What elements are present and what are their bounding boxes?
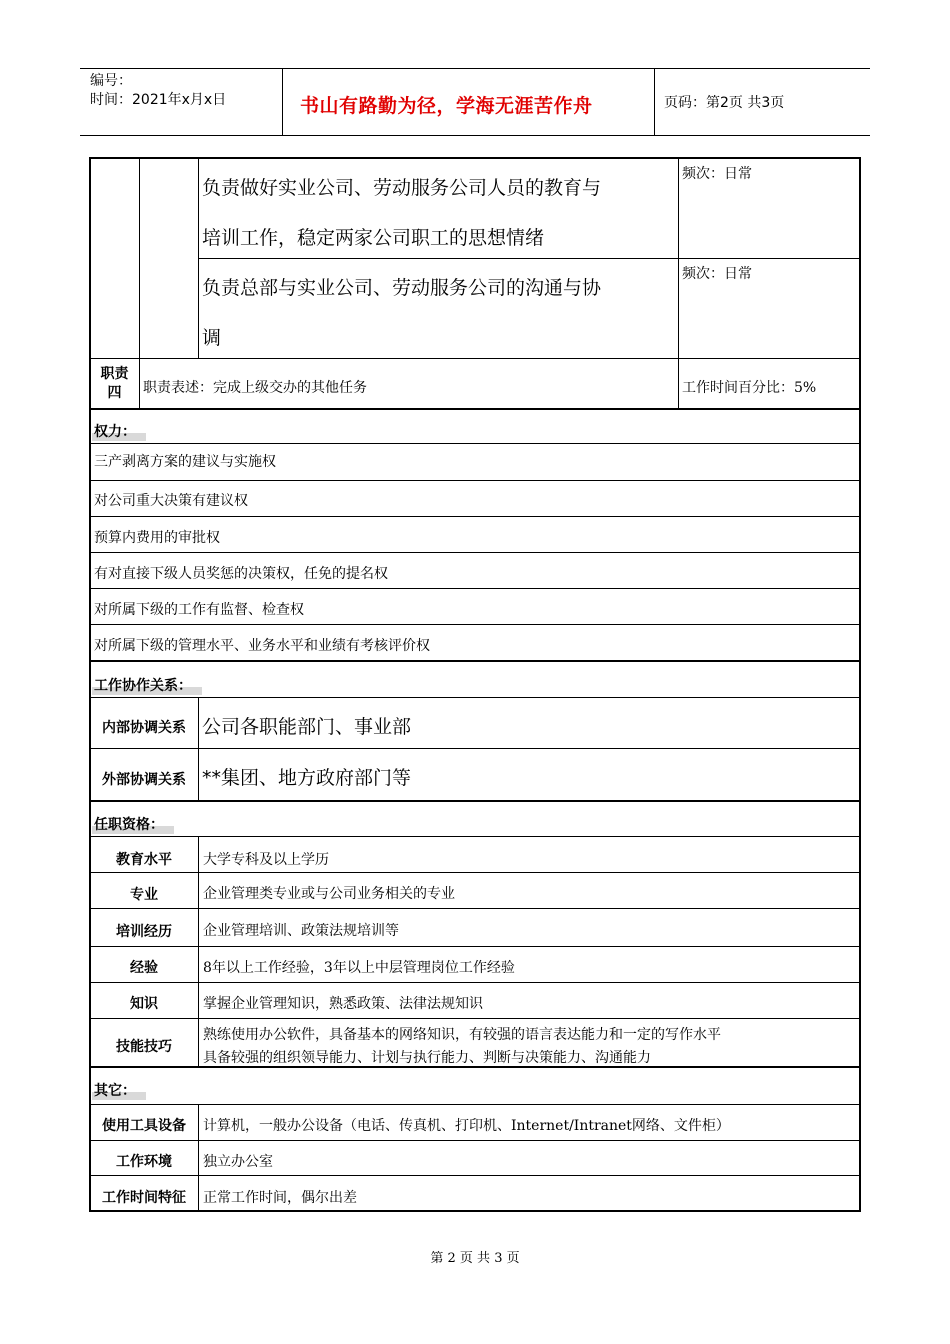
row-divider <box>89 552 861 553</box>
authority-item: 预算内费用的审批权 <box>94 530 220 546</box>
header-divider <box>282 68 283 136</box>
col-divider <box>198 836 199 1067</box>
row-divider <box>89 748 861 749</box>
row-divider <box>89 1018 861 1019</box>
duty-frequency: 频次：日常 <box>682 166 752 182</box>
page-footer: 第 2 页 共 3 页 <box>430 1251 520 1266</box>
duty-text: 负责做好实业公司、劳动服务公司人员的教育与 <box>202 177 602 199</box>
skills-label: 技能技巧 <box>116 1039 172 1055</box>
row-divider <box>89 1175 861 1176</box>
skills-value-line: 熟练使用办公软件，具备基本的网络知识，有较强的语言表达能力和一定的写作水平 <box>203 1027 721 1043</box>
internal-coordination-value: 公司各职能部门、事业部 <box>202 716 412 738</box>
header-motto: 书山有路勤为径，学海无涯苦作舟 <box>300 95 593 117</box>
authority-section-title: 权力： <box>92 421 146 441</box>
other-value: 正常工作时间，偶尔出差 <box>203 1190 357 1206</box>
row-divider <box>89 480 861 481</box>
row-divider <box>89 800 861 802</box>
other-section-title: 其它： <box>92 1080 146 1100</box>
cooperation-section-title: 工作协作关系： <box>92 675 202 695</box>
qualification-value: 大学专科及以上学历 <box>203 852 329 868</box>
qualification-label: 专业 <box>130 887 158 903</box>
header-bottom-rule <box>80 135 870 136</box>
authority-item: 对公司重大决策有建议权 <box>94 493 248 509</box>
qualification-label: 培训经历 <box>116 924 172 940</box>
authority-item: 三产剥离方案的建议与实施权 <box>94 454 276 470</box>
duty-four-label-line: 职责 <box>100 366 129 382</box>
qualification-value: 掌握企业管理知识，熟悉政策、法律法规知识 <box>203 996 483 1012</box>
skills-value-line: 具备较强的组织领导能力、计划与执行能力、判断与决策能力、沟通能力 <box>203 1050 651 1066</box>
row-divider <box>89 660 861 662</box>
row-divider <box>89 908 861 909</box>
duty-four-time-percent: 工作时间百分比：5% <box>682 380 817 396</box>
duty-text: 培训工作，稳定两家公司职工的思想情绪 <box>202 227 545 249</box>
qualification-value: 8年以上工作经验，3年以上中层管理岗位工作经验 <box>203 960 515 976</box>
row-divider <box>198 258 860 259</box>
duty-frequency: 频次：日常 <box>682 266 752 282</box>
table-border-bottom <box>89 1210 861 1212</box>
row-divider <box>89 872 861 873</box>
doc-time-label: 时间：2021年x月x日 <box>90 92 227 108</box>
col-divider <box>139 157 140 409</box>
row-divider <box>89 1140 861 1141</box>
table-border-top <box>89 157 861 159</box>
row-divider <box>89 836 861 837</box>
duty-text: 负责总部与实业公司、劳动服务公司的沟通与协 <box>202 277 602 299</box>
row-divider <box>89 358 861 359</box>
qualifications-section-title: 任职资格： <box>92 814 174 834</box>
row-divider <box>89 443 861 444</box>
header-top-rule <box>80 68 870 69</box>
col-divider <box>198 1104 199 1211</box>
table-border-right <box>859 157 861 1212</box>
col-divider <box>678 157 679 409</box>
other-label: 工作环境 <box>116 1154 172 1170</box>
col-divider <box>198 697 199 801</box>
page-number-label: 页码：第2页 共3页 <box>664 95 785 111</box>
authority-item: 有对直接下级人员奖惩的决策权，任免的提名权 <box>94 566 388 582</box>
authority-item: 对所属下级的管理水平、业务水平和业绩有考核评价权 <box>94 638 430 654</box>
duty-four-label-line: 四 <box>107 385 122 401</box>
row-divider <box>89 516 861 517</box>
other-value: 计算机，一般办公设备（电话、传真机、打印机、Internet/Intranet网络、文件柜） <box>203 1118 730 1134</box>
row-divider <box>89 624 861 625</box>
internal-coordination-label: 内部协调关系 <box>102 720 186 736</box>
qualification-label: 教育水平 <box>116 852 172 868</box>
duty-text: 调 <box>202 327 222 349</box>
duty-four-label <box>90 365 139 403</box>
row-divider <box>89 1104 861 1105</box>
row-divider <box>89 408 861 410</box>
external-coordination-value: **集团、地方政府部门等 <box>202 767 412 789</box>
row-divider <box>89 697 861 698</box>
row-divider <box>89 588 861 589</box>
external-coordination-label: 外部协调关系 <box>102 772 186 788</box>
other-label: 工作时间特征 <box>102 1190 186 1206</box>
other-label: 使用工具设备 <box>102 1118 186 1134</box>
header-divider <box>654 68 655 136</box>
duty-four-description: 职责表述：完成上级交办的其他任务 <box>143 380 367 396</box>
doc-number-label: 编号： <box>90 73 132 89</box>
other-value: 独立办公室 <box>203 1154 273 1170</box>
row-divider <box>89 982 861 983</box>
qualification-label: 知识 <box>130 996 158 1012</box>
qualification-label: 经验 <box>130 960 158 976</box>
row-divider <box>89 946 861 947</box>
qualification-value: 企业管理类专业或与公司业务相关的专业 <box>203 886 455 902</box>
qualification-value: 企业管理培训、政策法规培训等 <box>203 923 399 939</box>
authority-item: 对所属下级的工作有监督、检查权 <box>94 602 304 618</box>
